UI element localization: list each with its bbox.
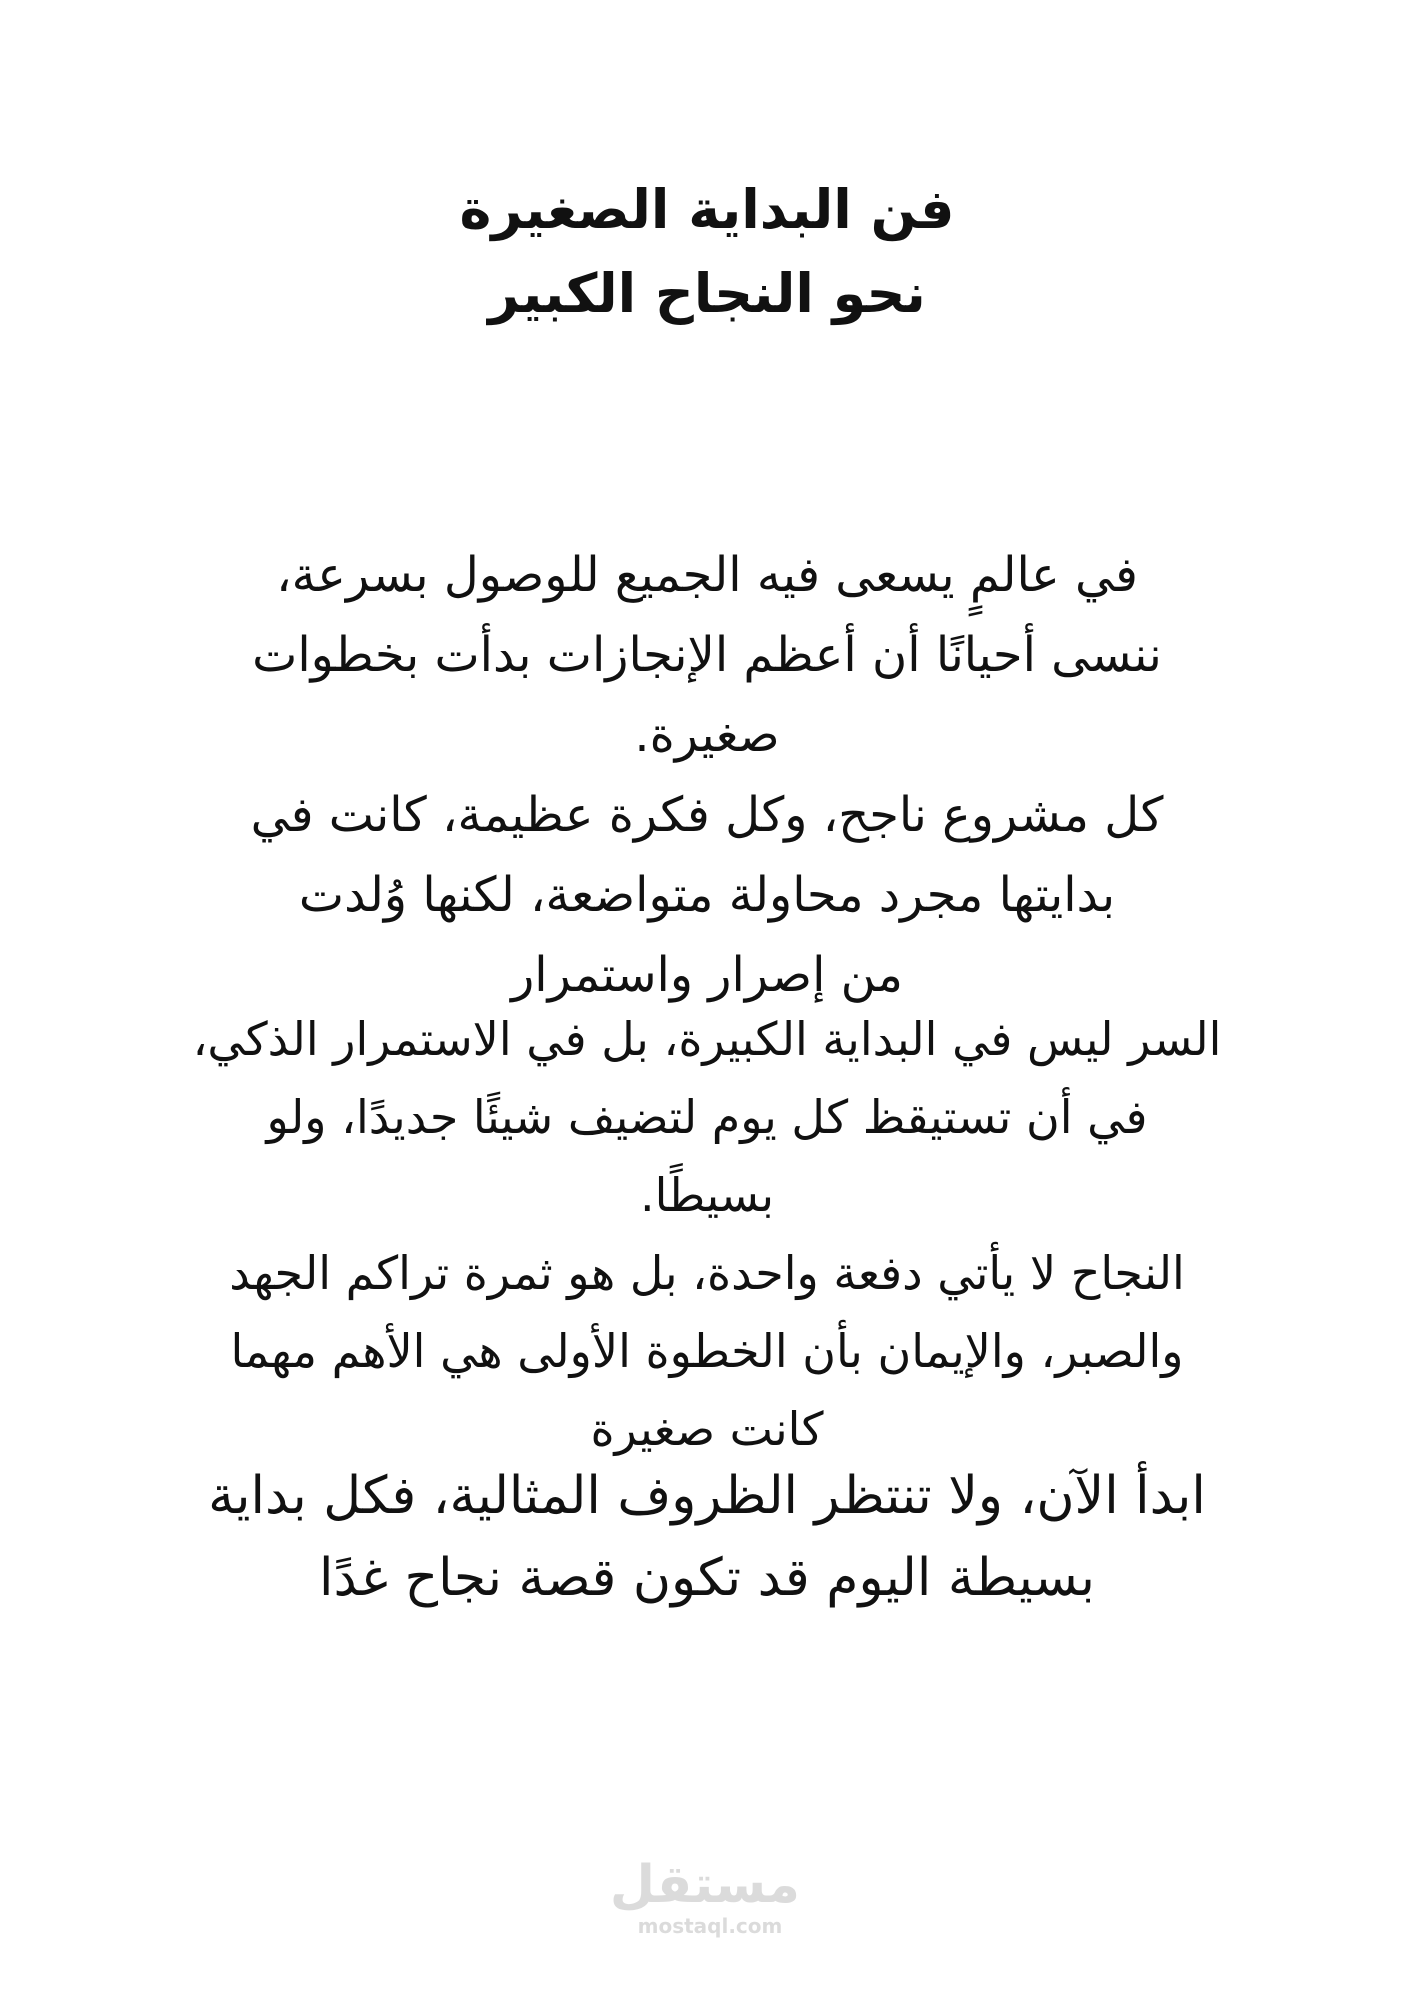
paragraph-line: بسيطة اليوم قد تكون قصة نجاح غدًا <box>319 1548 1095 1608</box>
paragraph-line: في أن تستيقظ كل يوم لتضيف شيئًا جديدًا، ولو <box>266 1090 1148 1144</box>
paragraph-line: كل مشروع ناجح، وكل فكرة عظيمة، كانت في <box>250 787 1164 843</box>
paragraph-2 <box>110 1000 1304 1468</box>
paragraph-line: ننسى أحيانًا أن أعظم الإنجازات بدأت بخطوات <box>252 627 1162 683</box>
paragraph-line: السر ليس في البداية الكبيرة، بل في الاستمرار الذكي، <box>192 1012 1222 1066</box>
title-line-2: نحو النجاح الكبير <box>488 262 926 325</box>
paragraph-line: صغيرة. <box>634 707 780 763</box>
watermark-logo: مستقل <box>609 1855 800 1915</box>
paragraph-line: كانت صغيرة <box>590 1402 824 1456</box>
document-title <box>0 168 1414 336</box>
paragraph-1 <box>110 535 1304 1015</box>
paragraph-line: النجاح لا يأتي دفعة واحدة، بل هو ثمرة تراكم الجهد <box>229 1246 1185 1300</box>
paragraph-line: بسيطًا. <box>639 1168 775 1222</box>
paragraph-line: في عالمٍ يسعى فيه الجميع للوصول بسرعة، <box>276 547 1138 603</box>
watermark-url: mostaql.com <box>637 1914 783 1938</box>
paragraph-line: من إصرار واستمرار <box>511 947 903 1003</box>
watermark <box>609 1855 800 1938</box>
paragraph-line: والصبر، والإيمان بأن الخطوة الأولى هي الأهم مهما <box>230 1324 1184 1378</box>
paragraph-line: ابدأ الآن، ولا تنتظر الظروف المثالية، فكل بداية <box>208 1466 1206 1526</box>
title-line-1: فن البداية الصغيرة <box>459 178 955 241</box>
paragraph-line: بدايتها مجرد محاولة متواضعة، لكنها وُلدت <box>298 867 1116 923</box>
paragraph-3 <box>110 1455 1304 1619</box>
